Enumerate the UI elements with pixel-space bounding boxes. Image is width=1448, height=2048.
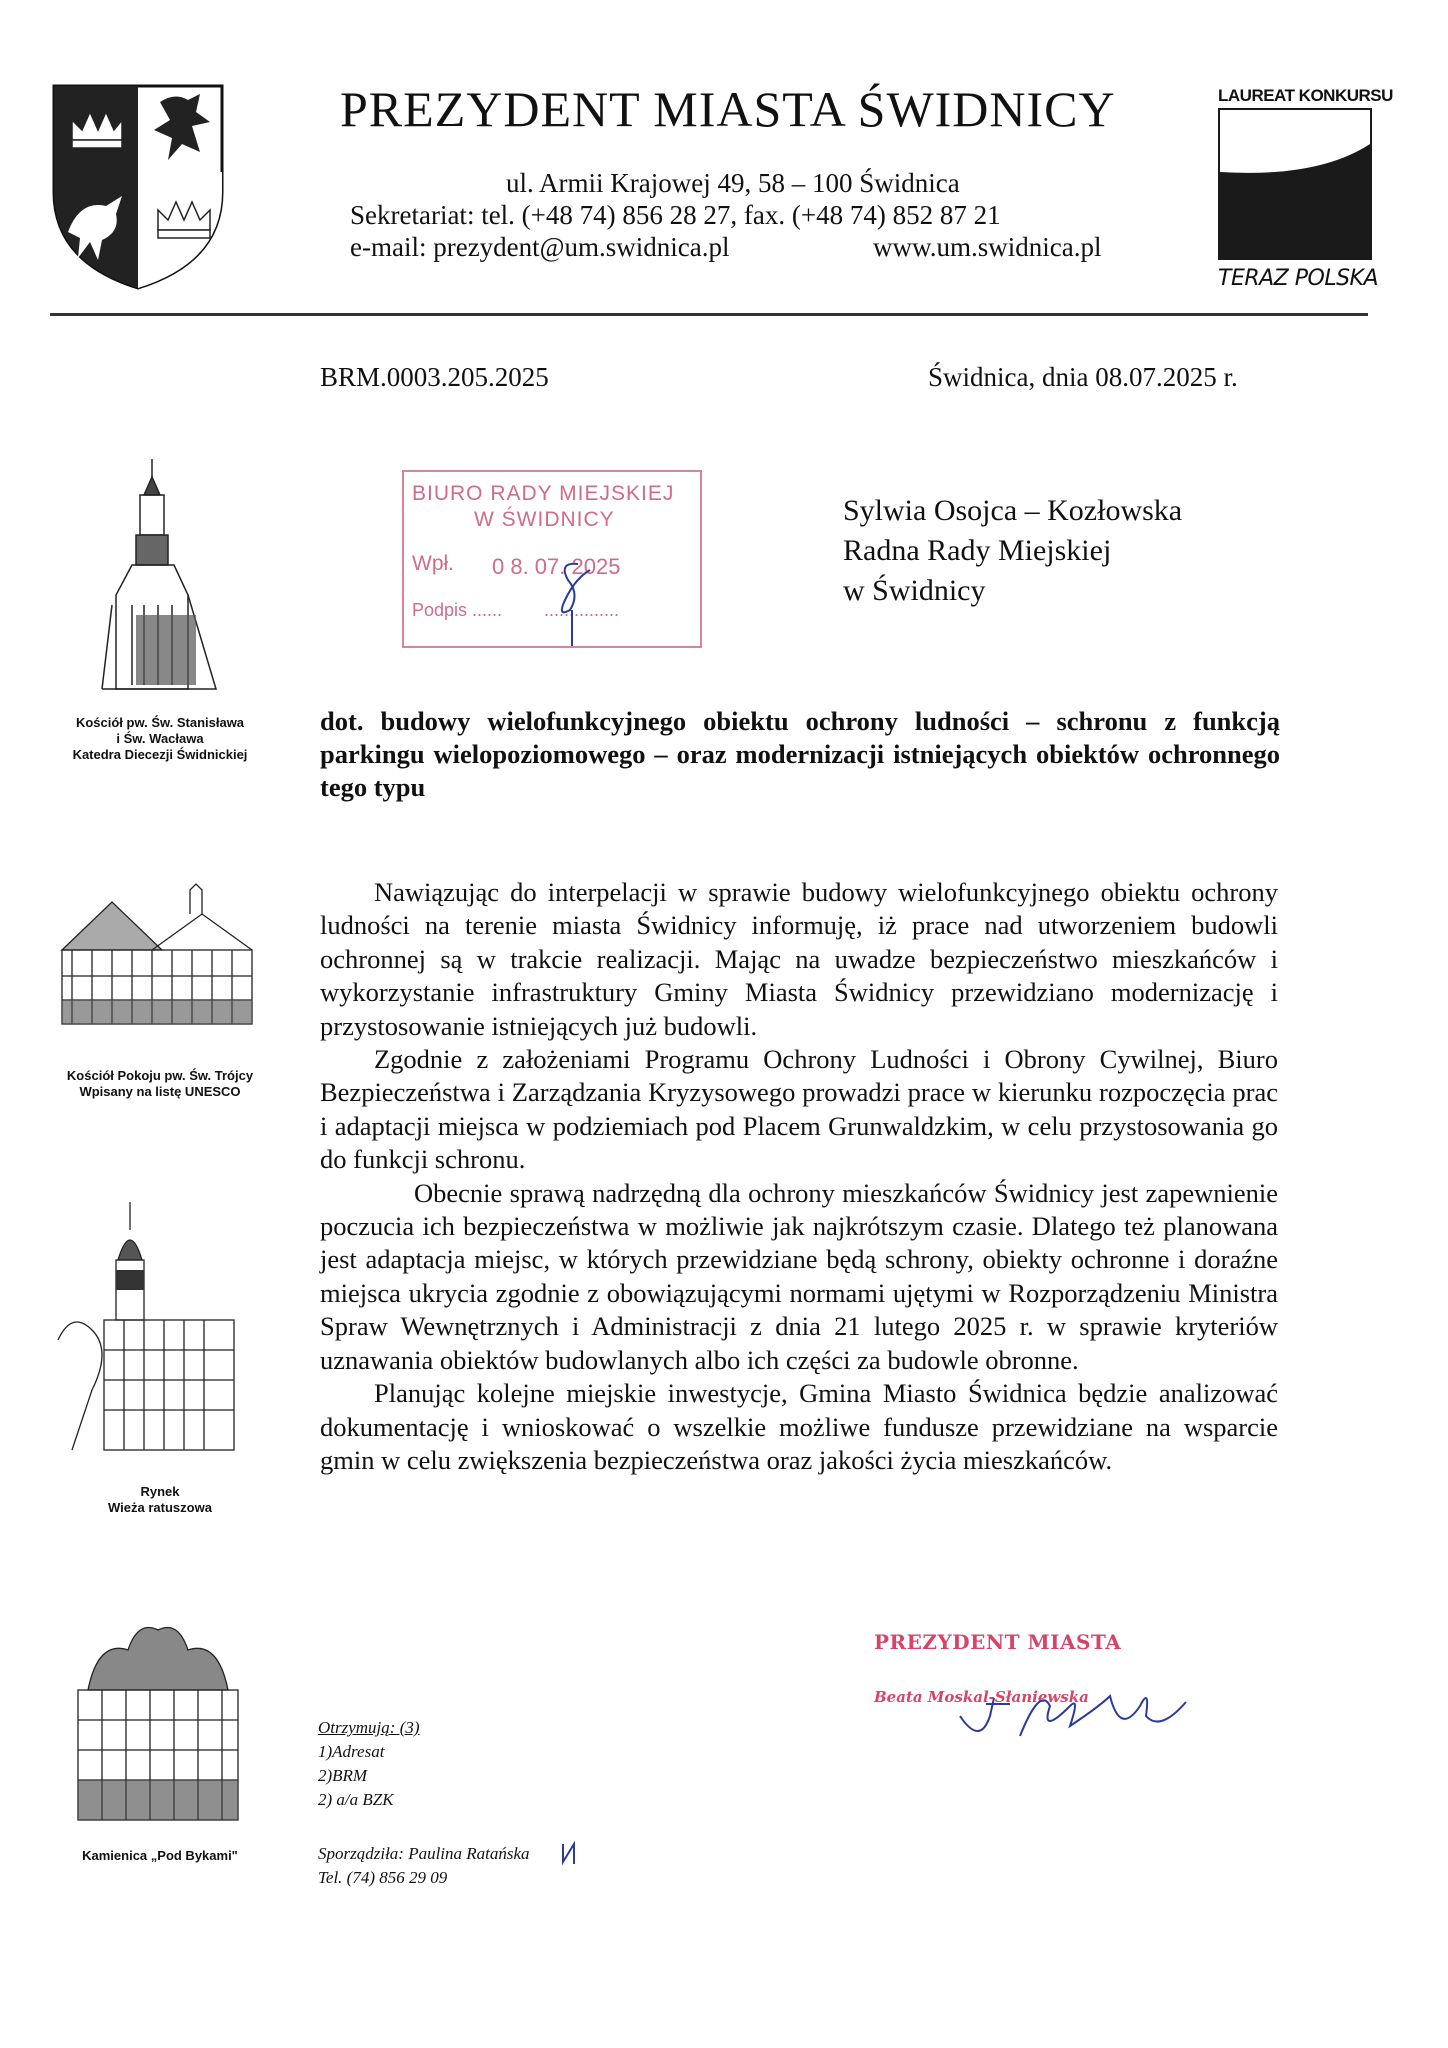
distribution-item: 2)BRM [318,1766,368,1785]
stamp-line1: BIURO RADY MIEJSKIEJ [412,482,675,505]
stamp-line2: W ŚWIDNICY [474,508,615,531]
stamp-wpl-date: 0 8. 07. 2025 [492,554,621,579]
stamp-initials-signature [550,558,600,648]
caption-church-line2: Wpisany na listę UNESCO [79,1084,241,1099]
caption-cathedral-line2: i Św. Wacława [116,731,204,746]
caption-cathedral-line1: Kościół pw. Św. Stanisława [75,715,245,730]
prepared-by-initial-mark [560,1840,578,1866]
recipient-role: Radna Rady Miejskiej [843,534,1112,567]
pod-bykami-drawing [58,1610,258,1830]
phone-fax: Sekretariat: tel. (+48 74) 856 28 27, fax. (+48 74) 852 87 21 [350,200,1001,230]
teraz-polska-logo [1218,108,1372,260]
caption-cathedral [50,715,270,763]
distribution-item: 1)Adresat [318,1742,385,1761]
document-date: Świdnica, dnia 08.07.2025 r. [928,362,1238,392]
recipient-city: w Świdnicy [843,574,986,607]
letter-subject: dot. budowy wielofunkcyjnego obiektu ochrony ludności – schronu z funkcją parkingu wielopoziomowego – oraz modernizacji istniejących obiektów ochronnego tego typu [320,706,1280,802]
caption-town-hall-line1: Rynek [140,1484,180,1499]
teraz-polska-text: TERAZ POLSKA [1218,266,1379,291]
coat-of-arms [50,82,226,292]
prepared-by: Sporządziła: Paulina Ratańska [318,1844,530,1863]
town-hall-drawing [52,1200,252,1460]
laureat-label: LAUREAT KONKURSU [1218,86,1393,105]
letter-body [320,876,1278,1477]
email: e-mail: prezydent@um.swidnica.pl [350,232,730,262]
body-paragraph: Planując kolejne miejskie inwestycje, Gmina Miasto Świdnica będzie analizować dokumentację i wnioskować o wszelkie możliwe fundusze przewidziane na wsparcie gmin w celu zwiększenia bezpieczeństwa oraz jakości życia mieszkańców. [320,1378,1278,1475]
caption-church-line1: Kościół Pokoju pw. Św. Trójcy [66,1068,254,1083]
caption-church-of-peace [50,1068,270,1100]
caption-pod-bykami: Kamienica „Pod Bykami" [82,1848,238,1863]
caption-town-hall [50,1484,270,1516]
distribution-item: 2) a/a BZK [318,1790,394,1809]
recipient-name: Sylwia Osojca – Kozłowska [843,494,1183,527]
distribution-heading: Otrzymują: (3) [318,1718,420,1737]
stamp-podpis-dots: ............... [544,600,620,620]
registration-stamp [402,470,702,648]
signature-title: PREZYDENT MIASTA [874,1630,1122,1654]
stamp-wpl-label: Wpł. [412,552,454,575]
header-divider [50,313,1368,316]
body-paragraph: Nawiązując do interpelacji w sprawie budowy wielofunkcyjnego obiektu ochrony ludności na terenie miasta Świdnicy informuję, iż prace nad utworzeniem budowli ochronnej są w trakcie realizacji. Mając na uwadze bezpieczeństwo mieszkańców i wykorzystanie infrastruktury Gminy Miasta Świdnicy przewidziano modernizację i przystosowanie istniejących już budowli. [320,877,1278,1041]
body-paragraph: Obecnie sprawą nadrzędną dla ochrony mieszkańców Świdnicy jest zapewnienie poczucia ich bezpieczeństwa w możliwie jak najkrótszym czasie. Dlatego też planowana jest adaptacja miejsc, w których przewidziane będą schrony, obiekty ochronne i doraźne miejsca ukrycia zgodnie z obowiązującymi normami ujętymi w Rozporządzeniu Ministra Spraw Wewnętrznych i Administracji z dnia 21 lutego 2025 r. w sprawie kryteriów uznawania obiektów budowlanych albo ich części za budowle obronne. [320,1177,1278,1375]
cathedral-drawing [92,455,232,705]
body-paragraph: Zgodnie z założeniami Programu Ochrony Ludności i Obrony Cywilnej, Biuro Bezpieczeństwa i Zarządzania Kryzysowego prowadzi prace w kierunku rozpoczęcia prac i adaptacji miejsca w podziemiach pod Placem Grunwaldzkim, w celu przystosowania go do funkcji schronu. [320,1044,1278,1175]
prepared-by-phone: Tel. (74) 856 29 09 [318,1868,448,1887]
church-of-peace-drawing [42,880,262,1040]
signature-name: Beata Moskal-Słaniewska [874,1688,1089,1706]
stamp-podpis-label: Podpis ...... [412,600,503,620]
handwritten-signature [950,1676,1200,1766]
page-title: PREZYDENT MIASTA ŚWIDNICY [340,81,1116,137]
caption-town-hall-line2: Wieża ratuszowa [108,1500,212,1515]
reference-number: BRM.0003.205.2025 [320,362,549,392]
website: www.um.swidnica.pl [873,232,1102,262]
caption-cathedral-line3: Katedra Diecezji Świdnickiej [72,747,248,762]
address: ul. Armii Krajowej 49, 58 – 100 Świdnica [506,168,960,198]
